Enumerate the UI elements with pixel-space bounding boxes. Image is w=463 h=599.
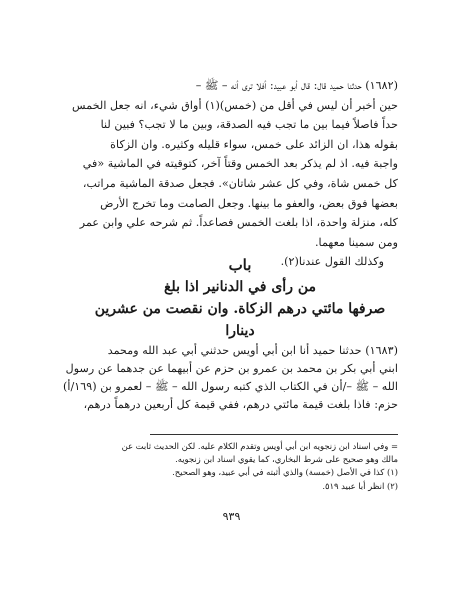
text-line: بعضها فوق بعض، والعفو ما بينها. وجعل الصامت وما تخرج الأرض [100, 196, 398, 210]
text-line: بقوله هذا، ان الزائد على خمس، سواء قليله وكثيره. وان الزكاة [110, 137, 398, 151]
footnote-line: مالك وهو صحيح على شرط البخاري، كما يقوي اسناد ابن زنجويه. [175, 454, 398, 465]
chapter-label: باب [228, 256, 252, 274]
text-line: ومن سمينا معهما. [314, 235, 398, 249]
footnote-line: = وفي اسناد ابن زنجويه ابن أبي أويس وتقدم الكلام عليه. لكن الحديث ثابت عن [121, 441, 398, 451]
text-line: كل خمس شاة، وفي كل عشر شاتان». فجعل صدقة الماشية مراتب، [82, 176, 398, 190]
text-line: الله – ﷺ –/أن في الكتاب الذي كتبه رسول الله – ﷺ – لعمرو بن (١٦٩/أ) [63, 380, 398, 393]
footnote-line: (١) كذا في الأصل (خمسة) والذي أثبته في أبي عبيد، وهو الصحيح. [172, 467, 398, 478]
text-line: واجبة فيه. اذ لم يذكر بعد الخمس وقتاً آخر، كتوقيته في الماشية «في [82, 157, 398, 171]
footnote-line: (٢) انظر أبا عبيد ٥١٩. [322, 480, 398, 491]
text-line: حزم: فاذا بلغت قيمة مائتي درهم، ففي قيمة كل أربعين درهماً درهم، [83, 398, 398, 411]
text-line: (١٦٨٢) حدثنا حميد قال: قال أبو عبيد: أفلا ترى أنه – ﷺ – [195, 79, 398, 92]
chapter-title-line: من رأى في الدنانير اذا بلغ [163, 279, 316, 295]
footnotes [82, 440, 398, 493]
text-line: حين أخبر أن ليس في أقل من (خمس)(١) أواق شيء، انه جعل الخمس [71, 98, 398, 112]
chapter-title-line: صرفها مائتي درهم الزكاة. وان نقصت من عشرين [94, 301, 386, 317]
text-line: كله، منزلة واحدة، اذا بلغت الخمس فصاعداً. ثم شرحه علي وابن عمر [79, 216, 398, 230]
passage-1683 [63, 342, 398, 414]
text-line: وكذلك القول عندنا(٢). [280, 255, 384, 269]
page-number: ٩٣٩ [222, 510, 241, 523]
text-line: حداً فاصلاً فيما بين ما تجب فيه الصدقة، وبين ما لا تجب؟ فبين لنا [100, 118, 398, 132]
chapter-title-line: دينارا [225, 323, 255, 339]
footnote-divider [150, 434, 398, 435]
text-line: ابني أبي بكر بن محمد بن عمرو بن حزم عن أبيهما عن جدهما عن رسول [65, 362, 398, 375]
chapter-heading [82, 254, 398, 342]
passage-1682 [71, 76, 398, 272]
text-line: (١٦٨٣) حدثنا حميد أنا ابن أبي أويس حدثني أبي عبد الله ومحمد [107, 344, 398, 357]
